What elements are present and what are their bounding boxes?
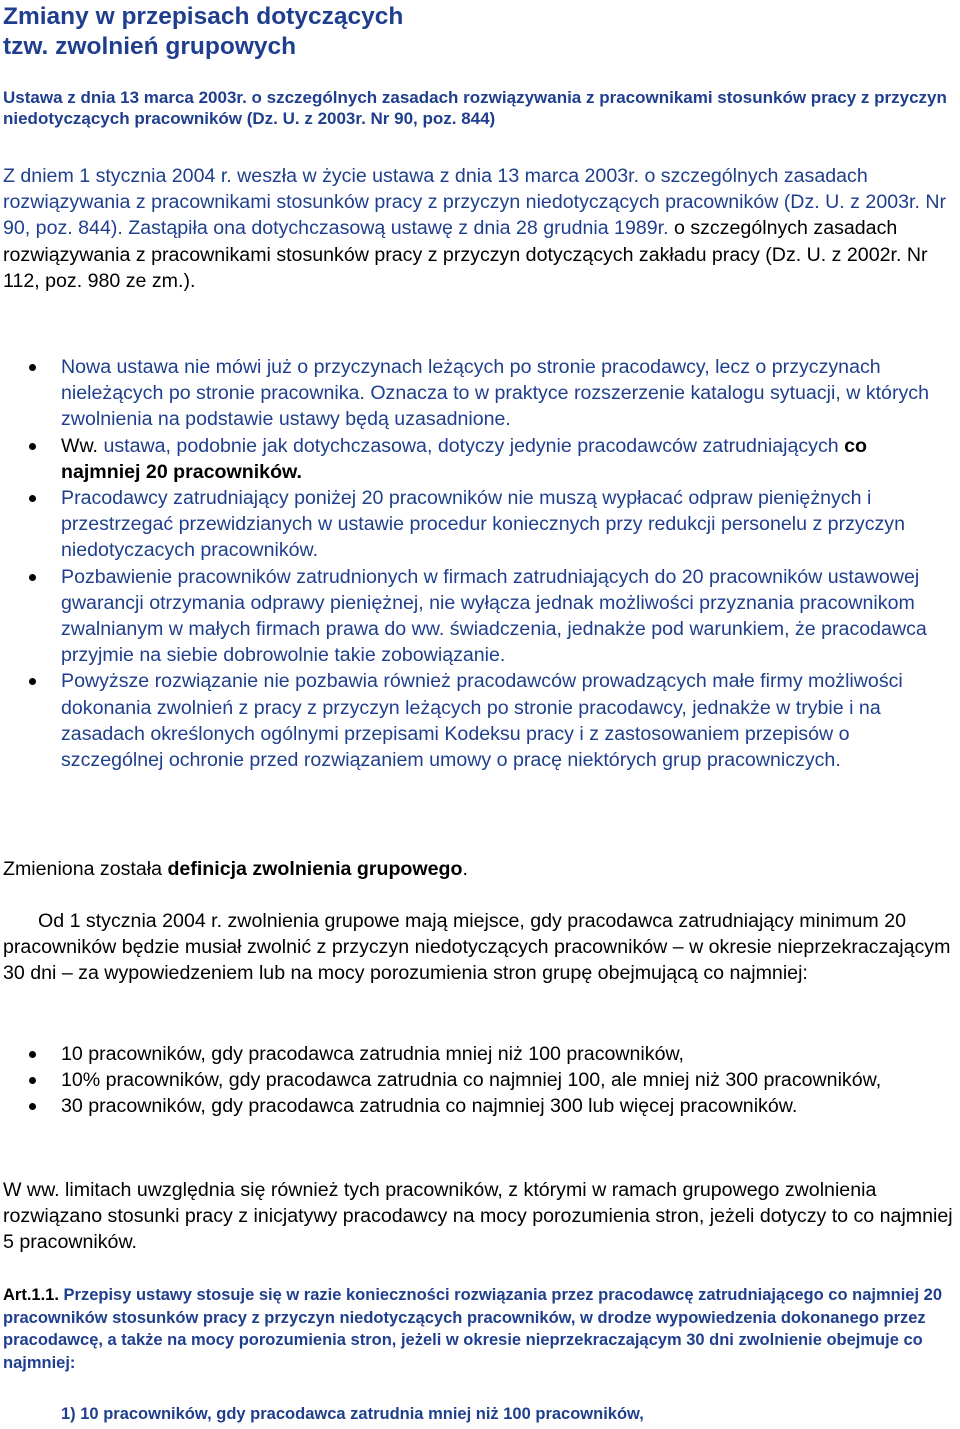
bullet-icon: [29, 443, 36, 450]
bullet-icon: [29, 1051, 36, 1058]
title-line-1: Zmiany w przepisach dotyczących: [3, 3, 404, 30]
list-item: Pracodawcy zatrudniający poniżej 20 pracowników nie muszą wypłacać odpraw pieniężnych i przestrzegać przewidzianych w ustawie procedur koniecznych przy redukcji personelu z przyczyn niedotyczacych pracowników.: [0, 485, 950, 564]
article-text: Przepisy ustawy stosuje się w razie konieczności rozwiązania przez pracodawcę zatrudniającego co najmniej 20 pracowników stosunków pracy z przyczyn niedotyczących pracowników, w drodze wypowiedzenia dokonanego przez pracodawcę, a także na mocy porozumienia stron, jeżeli w okresie nieprzekraczającym 30 dni zwolnienie obejmuje co najmniej:: [3, 1286, 943, 1372]
list-item: 30 pracowników, gdy pracodawca zatrudnia co najmniej 300 lub więcej pracowników.: [0, 1093, 950, 1119]
changes-list: [0, 354, 960, 773]
article-paragraph: [3, 1284, 958, 1374]
intro-part-3: o szczególnych zasadach rozwiązywania z pracownikami stosunków pracy z przyczyn dotyczących zakładu pracy (Dz. U. z 2002r. Nr 112, poz. 980 ze zm.).: [3, 217, 928, 292]
bullet-icon: [29, 364, 36, 371]
thresholds-list: [0, 1041, 960, 1120]
intro-paragraph: [3, 163, 958, 294]
page-title: [3, 2, 943, 62]
list-item: 10 pracowników, gdy pracodawca zatrudnia mniej niż 100 pracowników,: [0, 1041, 950, 1067]
list-item: 10% pracowników, gdy pracodawca zatrudnia co najmniej 100, ale mniej niż 300 pracowników,: [0, 1067, 950, 1093]
bullet-icon: [29, 574, 36, 581]
definition-paragraph: Zmieniona została definicja zwolnienia grupowego.: [3, 858, 468, 880]
list-item: Pozbawienie pracowników zatrudnionych w firmach zatrudniających do 20 pracowników ustawowej gwarancji otrzymania odprawy pieniężnej, nie wyłącza jednak możliwości przyznania pracownikom zwalnianym w małych firmach prawa do ww. świadczenia, jednakże pod warunkiem, że pracodawca przyjmie na siebie dobrowolnie takie zobowiązanie.: [0, 564, 950, 669]
list-item: Nowa ustawa nie mówi już o przyczynach leżących po stronie pracodawcy, lecz o przyczynach nieleżących po stronie pracownika. Oznacza to w praktyce rozszerzenie katalogu sytuacji, w których zwolnienia na podstawie ustawy będą uzasadnione.: [0, 354, 950, 433]
bullet-icon: [29, 678, 36, 685]
limits-paragraph: W ww. limitach uwzględnia się również tych pracowników, z którymi w ramach grupowego zwolnienia rozwiązano stosunki pracy z inicjatywy pracodawcy na mocy porozumienia stron, jeżeli dotyczy to co najmniej 5 pracowników.: [3, 1179, 953, 1254]
intro-part-2: Zastąpiła ona dotychczasową ustawę z dnia 28 grudnia 1989r.: [122, 217, 669, 240]
intro-part-1: Z dniem 1 stycznia 2004 r. weszła w życie ustawa z dnia 13 marca 2003r. o szczególnych zasadach rozwiązywania z pracownikami stosunków pracy z przyczyn niedotyczących pracowników (Dz. U. z 2003r. Nr 90, poz. 844).: [3, 165, 947, 240]
list-item: Powyższe rozwiązanie nie pozbawia również pracodawców prowadzących małe firmy możliwości dokonania zwolnień z pracy z przyczyn leżących po stronie pracodawcy, jednakże w trybie i na zasadach określonych ogólnymi przepisami Kodeksu pracy i z zastosowaniem przepisów o szczególnej ochronie przed rozwiązaniem umowy o pracę niektórych grup pracowniczych.: [0, 668, 950, 773]
list-item: Ww. ustawa, podobnie jak dotychczasowa, dotyczy jedynie pracodawców zatrudniających co najmniej 20 pracowników.: [0, 433, 950, 485]
bullet-icon: [29, 1103, 36, 1110]
rule-paragraph: Od 1 stycznia 2004 r. zwolnienia grupowe mają miejsce, gdy pracodawca zatrudniający minimum 20 pracowników będzie musiał zwolnić z przyczyn niedotyczących pracowników – w okresie nieprzekraczającym 30 dni – za wypowiedzeniem lub na mocy porozumienia stron grupę obejmującą co najmniej:: [3, 910, 951, 985]
act-subtitle: Ustawa z dnia 13 marca 2003r. o szczególnych zasadach rozwiązywania z pracownikami stosunków pracy z przyczyn niedotyczących pracowników (Dz. U. z 2003r. Nr 90, poz. 844): [3, 88, 947, 128]
article-label: Art.1.1.: [3, 1286, 59, 1304]
bullet-icon: [29, 1077, 36, 1084]
article-item-1: 1) 10 pracowników, gdy pracodawca zatrudnia mniej niż 100 pracowników,: [61, 1405, 644, 1423]
title-line-2: tzw. zwolnień grupowych: [3, 33, 297, 60]
bullet-icon: [29, 495, 36, 502]
